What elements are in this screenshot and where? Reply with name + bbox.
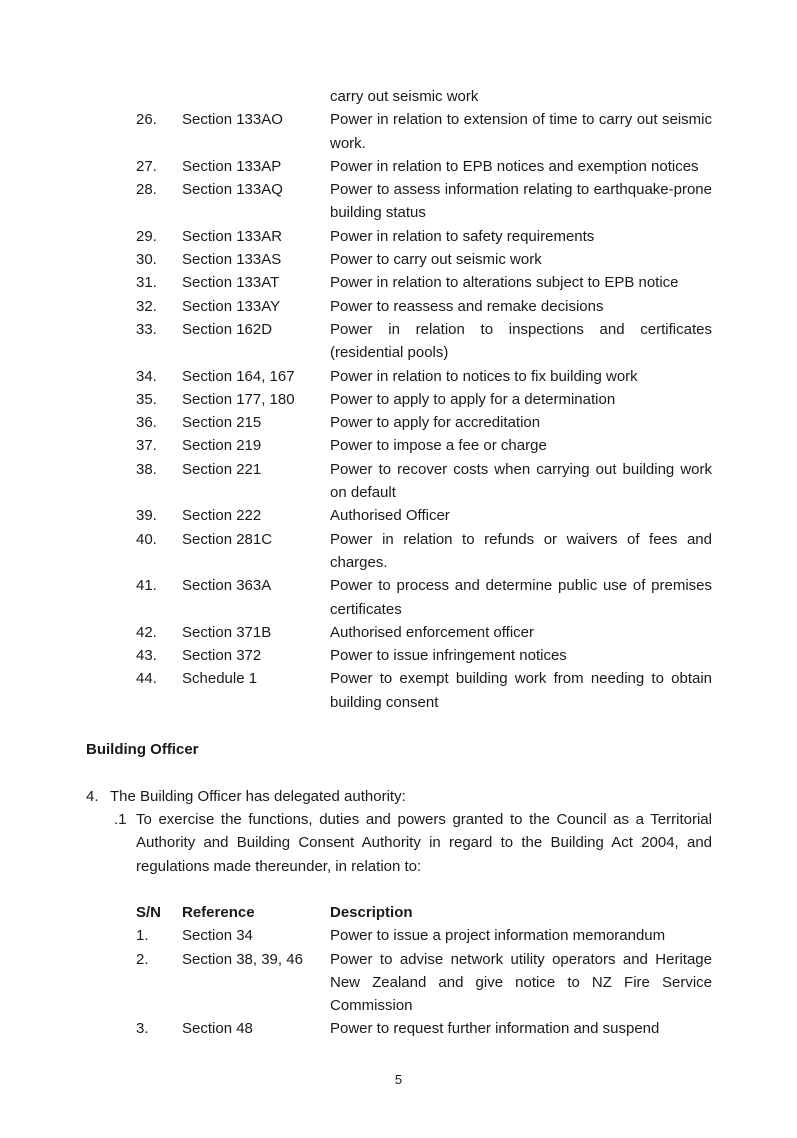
section-heading: Building Officer: [86, 741, 199, 758]
paragraph-4: [86, 785, 712, 808]
table-row: [136, 434, 712, 457]
cell-number: 30.: [136, 251, 157, 269]
cell-reference: Section 133AR: [182, 227, 283, 245]
table-row: [136, 365, 712, 388]
table-row: [136, 948, 712, 1018]
cell-description: carry out seismic work: [330, 88, 479, 105]
cell-reference: Section 48: [182, 1020, 253, 1038]
cell-description: Power in relation to extension of time to carry out seismic work.: [330, 111, 712, 152]
cell-number: 34.: [136, 367, 157, 385]
paragraph-4-1: [114, 808, 712, 878]
cell-description: Power to issue a project information memorandum: [330, 927, 666, 945]
cell-reference: Section 363A: [182, 577, 272, 595]
cell-reference: Section 133AO: [182, 111, 283, 129]
cell-reference: Section 133AS: [182, 251, 282, 269]
cell-description: Power to apply to apply for a determination: [330, 390, 616, 408]
table-row: [136, 528, 712, 575]
cell-number: 38.: [136, 460, 157, 478]
cell-number: 40.: [136, 530, 157, 548]
cell-number: 31.: [136, 274, 157, 292]
cell-description: Power to exempt building work from needing to obtain building consent: [330, 670, 712, 711]
cell-reference: Section 281C: [182, 530, 273, 548]
cell-number: 28.: [136, 181, 157, 199]
cell-description: Authorised Officer: [330, 507, 450, 525]
table-row: [136, 667, 712, 714]
cell-number: 41.: [136, 577, 157, 595]
table-row: [136, 178, 712, 225]
cell-reference: Section 34: [182, 927, 253, 945]
cell-number: 3.: [136, 1020, 149, 1038]
table-row: [136, 458, 712, 505]
table-row: [136, 318, 712, 365]
delegation-table-1: [136, 85, 712, 714]
cell-description: Power in relation to EPB notices and exemption notices: [330, 157, 699, 175]
cell-number: 39.: [136, 507, 157, 525]
table-row: [136, 574, 712, 621]
table-row: [136, 295, 712, 318]
delegation-table-2: [136, 901, 712, 1041]
cell-reference: Section 221: [182, 460, 262, 478]
cell-description: Power in relation to notices to fix building work: [330, 367, 638, 385]
cell-description: Power in relation to safety requirements: [330, 227, 595, 245]
cell-description: Power to request further information and suspend: [330, 1020, 660, 1038]
table-row: [136, 225, 712, 248]
cell-reference: Section 162D: [182, 320, 273, 338]
cell-description: Power to issue infringement notices: [330, 647, 567, 665]
table-row: [136, 248, 712, 271]
cell-number: 37.: [136, 437, 157, 455]
cell-description: Power in relation to refunds or waivers of fees and charges.: [330, 530, 712, 571]
cell-description: Power to assess information relating to earthquake-prone building status: [330, 181, 712, 222]
cell-reference: Section 372: [182, 647, 262, 665]
cell-description: Authorised enforcement officer: [330, 623, 535, 641]
cell-reference: Section 177, 180: [182, 390, 295, 408]
table-row: [136, 388, 712, 411]
table-row: [136, 271, 712, 294]
cell-reference: Section 133AQ: [182, 181, 283, 199]
cell-description: Power to advise network utility operators and Heritage New Zealand and give notice to NZ Fire Service Commission: [330, 950, 712, 1015]
cell-number: 26.: [136, 111, 157, 129]
cell-reference: Section 164, 167: [182, 367, 295, 385]
table-row: [136, 411, 712, 434]
paragraph-text: The Building Officer has delegated authority:: [110, 788, 406, 805]
cell-reference: Section 38, 39, 46: [182, 950, 303, 968]
cell-number: 43.: [136, 647, 157, 665]
cell-description: Power to carry out seismic work: [330, 251, 542, 269]
table-row: [136, 644, 712, 667]
table-row: [136, 108, 712, 155]
table-row: [136, 504, 712, 527]
header-reference: Reference: [182, 904, 255, 921]
cell-reference: Section 133AP: [182, 157, 282, 175]
cell-reference: Section 215: [182, 414, 262, 432]
header-description: Description: [330, 904, 413, 921]
cell-description: Power to recover costs when carrying out building work on default: [330, 460, 712, 502]
page-number: 5: [394, 1072, 403, 1087]
table-row: [136, 155, 712, 178]
cell-description: Power in relation to alterations subject to EPB notice: [330, 274, 679, 292]
header-sn: S/N: [136, 904, 162, 921]
cell-reference: Section 133AT: [182, 274, 280, 292]
cell-description: Power to impose a fee or charge: [330, 437, 547, 455]
paragraph-number: 4.: [86, 788, 99, 805]
cell-description: Power in relation to inspections and certificates (residential pools): [330, 320, 712, 362]
cell-number: 29.: [136, 227, 157, 245]
cell-reference: Section 222: [182, 507, 262, 525]
cell-number: 27.: [136, 157, 157, 175]
cell-reference: Section 133AY: [182, 297, 281, 315]
subparagraph-number: .1: [114, 811, 127, 828]
cell-number: 35.: [136, 390, 157, 408]
cell-reference: Schedule 1: [182, 670, 258, 688]
table-row: [136, 621, 712, 644]
table-row: [136, 924, 712, 947]
cell-number: 42.: [136, 623, 157, 641]
table-header: [136, 901, 712, 924]
cell-reference: Section 371B: [182, 623, 272, 641]
table-row-continuation: [136, 85, 712, 108]
cell-number: 33.: [136, 320, 157, 338]
subparagraph-text: To exercise the functions, duties and powers granted to the Council as a Territorial Authority and Building Consent Authority in regard to the Building Act 2004, and regulations made thereunder, in relation to:: [136, 811, 712, 875]
cell-number: 32.: [136, 297, 157, 315]
cell-number: 44.: [136, 670, 157, 688]
cell-description: Power to apply for accreditation: [330, 414, 541, 432]
cell-reference: Section 219: [182, 437, 262, 455]
cell-number: 1.: [136, 927, 149, 945]
cell-description: Power to reassess and remake decisions: [330, 297, 604, 315]
table-row: [136, 1017, 712, 1040]
cell-number: 2.: [136, 950, 149, 968]
cell-number: 36.: [136, 414, 157, 432]
cell-description: Power to process and determine public use of premises certificates: [330, 577, 712, 618]
